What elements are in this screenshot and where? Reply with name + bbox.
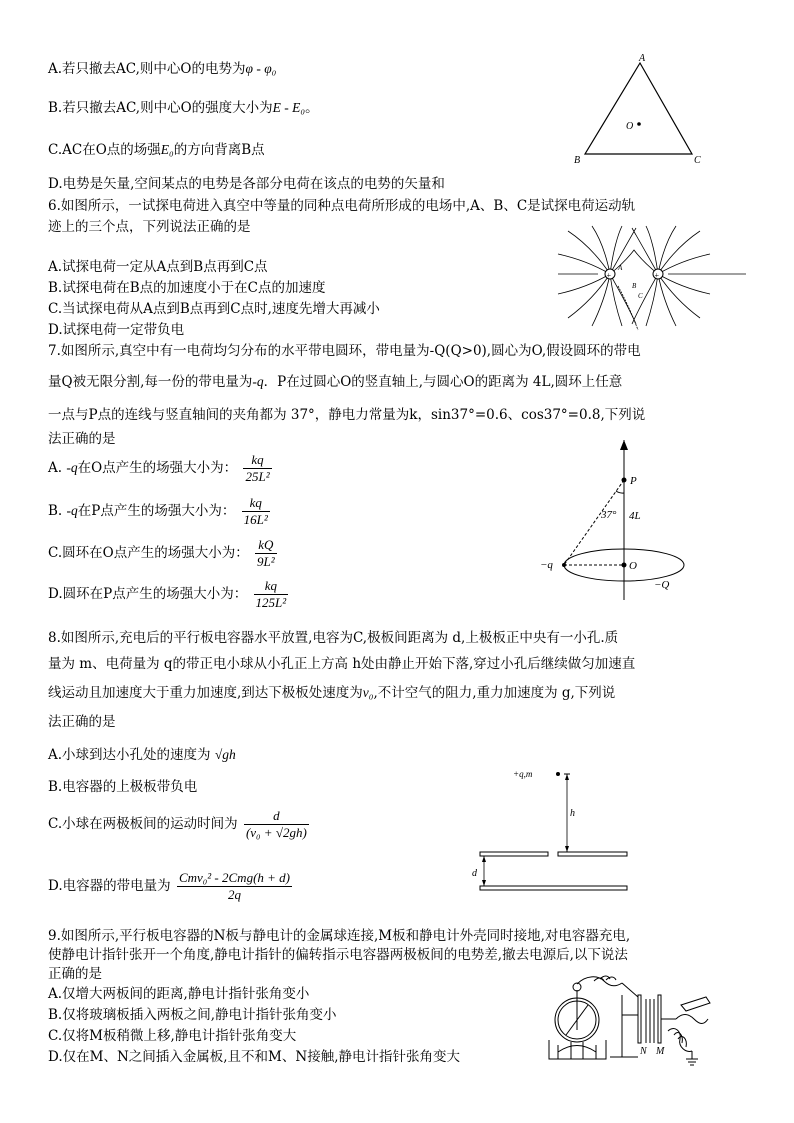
q5-option-b: [48, 99, 319, 117]
q7d-num: kq: [254, 578, 289, 595]
q8-option-d-fraction: [177, 870, 292, 903]
q7-option-c: [48, 537, 277, 570]
q7-stem-line4: 法正确的是: [48, 431, 116, 447]
q5-option-c: [48, 141, 265, 159]
q6-option-c: C.当试探电荷从A点到B点再到C点时,速度先增大再减小: [48, 301, 380, 317]
q7-option-a-negq: -q: [66, 460, 78, 475]
q8-option-c-fraction: [244, 808, 309, 841]
triangle-label-a: A: [639, 53, 646, 64]
q8-stem-line3: [48, 684, 615, 702]
q9-option-c: C.仅将M板稍微上移,静电计指针张角变大: [48, 1028, 297, 1044]
q6-option-a: A.试探电荷一定从A点到B点再到C点: [48, 259, 268, 275]
q7-stem-line2-text: 量Q被无限分割,每一份的带电量为: [48, 374, 253, 390]
capacitor-label-h: h: [570, 808, 575, 819]
electroscope-label-m: M: [656, 1046, 665, 1057]
q7c-den: 9L²: [257, 554, 275, 569]
q7c-num: kQ: [255, 537, 277, 554]
q5-option-c-text2: 的方向背离B点: [173, 142, 265, 158]
q7b-num: kq: [242, 495, 270, 512]
field-lines-figure: [558, 226, 748, 334]
triangle-figure: [560, 50, 720, 170]
ring-label-o: O: [629, 560, 637, 572]
triangle-label-c: C: [694, 155, 701, 166]
q8-option-b: B.电容器的上极板带负电: [48, 779, 198, 795]
q7-stem-line2: [48, 373, 622, 391]
q7-option-a: [48, 452, 272, 485]
q9-option-d: D.仅在M、N之间插入金属板,且不和M、N接触,静电计指针张角变大: [48, 1049, 460, 1065]
q5-option-d: D.电势是矢量,空间某点的电势是各部分电荷在该点的电势的矢量和: [48, 176, 445, 192]
q8c-den: (v₀ + √2gh): [245, 825, 307, 840]
q5-option-a: [48, 60, 276, 78]
q9-stem-line1: 9.如图所示,平行板电容器的N板与静电计的金属球连接,M板和静电计外壳同时接地,对电容器充电,: [48, 928, 631, 944]
q8-option-c-text: C.小球在两极板间的运动时间为: [48, 816, 238, 832]
ring-label-negQ: −Q: [654, 579, 670, 591]
q8d-den: 2q: [227, 887, 241, 902]
q7-stem-line3: 一点与P点的连线与竖直轴间的夹角都为 37°，静电力常量为k，sin37°=0.6、cos37°=0.8,下列说: [48, 407, 646, 423]
capacitor-figure: [470, 765, 640, 895]
capacitor-label-d: d: [472, 868, 477, 879]
q8-stem-line2: 量为 m、电荷量为 q的带正电小球从小孔正上方高 h处由静止开始下落,穿过小孔后继续做匀加速直: [48, 656, 636, 672]
ring-label-angle: 37°: [601, 509, 617, 521]
q5-option-b-dot: 。: [305, 100, 319, 116]
q7-option-d: [48, 578, 288, 611]
q5-option-a-text: A.若只撤去AC,则中心O的电势为: [48, 61, 246, 77]
q7-option-a-text: 在O点产生的场强大小为：: [77, 460, 238, 476]
q8-stem-line3-rest: ,不计空气的阻力,重力加速度为 g,下列说: [373, 685, 616, 701]
q9-option-a: A.仅增大两板间的距离,静电计指针张角变小: [48, 986, 310, 1002]
svg-text:+: +: [606, 271, 612, 280]
q8d-num: Cmv₀² - 2Cmg(h + d): [178, 870, 291, 885]
electroscope-figure: [546, 975, 714, 1067]
q7-option-b-text: 在P点产生的场强大小为：: [77, 503, 236, 519]
q7b-den: 16L²: [243, 512, 268, 527]
ring-label-p: P: [630, 475, 637, 487]
q7-option-d-fraction: [254, 578, 289, 611]
q8c-num: d: [244, 808, 309, 825]
charged-ring-figure: [530, 440, 710, 605]
q7-neg-q: -q: [252, 374, 264, 389]
q8-option-a-formula: √gh: [214, 747, 236, 762]
q7-option-b-label: B.: [48, 503, 63, 519]
q7-option-b-fraction: [242, 495, 270, 528]
q9-stem-line3: 正确的是: [48, 966, 102, 982]
q7-option-b-negq: -q: [66, 503, 78, 518]
q9-option-b: B.仅将玻璃板插入两板之间,静电计指针张角变小: [48, 1007, 337, 1023]
q7-option-d-text: D.圆环在P点产生的场强大小为：: [48, 586, 248, 602]
q6-stem-line2: 迹上的三个点，下列说法正确的是: [48, 219, 251, 235]
q7-option-b: [48, 495, 270, 528]
q8-option-c: [48, 808, 309, 841]
ring-label-4l: 4L: [629, 510, 641, 522]
q7a-den: 25L²: [245, 469, 270, 484]
ring-label-negq: −q: [540, 559, 553, 571]
q6-option-d: D.试探电荷一定带负电: [48, 322, 185, 338]
q9-stem-line2: 使静电计指针张开一个角度,静电计指针的偏转指示电容器两极板间的电势差,撤去电源后,以下说法: [48, 947, 628, 963]
q8-option-a-text: A.小球到达小孔处的速度为: [48, 747, 211, 763]
q7d-den: 125L²: [255, 595, 287, 610]
field-label-c: C: [638, 292, 643, 300]
q7-option-a-label: A.: [48, 460, 63, 476]
q7-option-c-text: C.圆环在O点产生的场强大小为：: [48, 545, 249, 561]
q6-option-b: B.试探电荷在B点的加速度小于在C点的加速度: [48, 280, 326, 296]
q7-stem-line1: 7.如图所示,真空中有一电荷均匀分布的水平带电圆环，带电量为-Q(Q>0),圆心为O,假设圆环的带电: [48, 343, 641, 359]
capacitor-label-charge: +q,m: [513, 769, 533, 779]
q5-option-c-e0: E₀: [160, 142, 174, 157]
q7-option-a-fraction: [243, 452, 271, 485]
q8-v0: v₀: [362, 685, 374, 700]
q7a-num: kq: [243, 452, 271, 469]
q8-stem-line1: 8.如图所示,充电后的平行板电容器水平放置,电容为C,极板间距离为 d,上极板正中央有一小孔.质: [48, 630, 619, 646]
triangle-label-o: O: [626, 121, 634, 132]
field-label-a: A: [618, 264, 623, 272]
field-label-b: B: [632, 282, 637, 290]
q7-option-c-fraction: [255, 537, 277, 570]
triangle-label-b: B: [574, 155, 581, 166]
q7-stem-line2-rest: ．P在过圆心O的竖直轴上,与圆心O的距离为 4L,圆环上任意: [263, 374, 623, 390]
electroscope-label-n: N: [640, 1046, 647, 1057]
q6-stem-line1: 6.如图所示，一试探电荷进入真空中等量的同种点电荷所形成的电场中,A、B、C是试探电荷运动轨: [48, 198, 636, 214]
q8-option-d: [48, 870, 292, 903]
q5-option-b-formula: E - E₀: [272, 100, 306, 115]
q5-option-c-text1: C.AC在O点的场强: [48, 142, 161, 158]
q8-stem-line4: 法正确的是: [48, 714, 116, 730]
q8-option-a: [48, 746, 236, 764]
q8-stem-line3-text: 线运动且加速度大于重力加速度,到达下极板处速度为: [48, 685, 363, 701]
svg-text:+: +: [654, 271, 660, 280]
q5-option-a-formula: φ - φ₀: [245, 61, 277, 76]
q5-option-b-text: B.若只撤去AC,则中心O的强度大小为: [48, 100, 273, 116]
q8-option-d-text: D.电容器的带电量为: [48, 878, 171, 894]
